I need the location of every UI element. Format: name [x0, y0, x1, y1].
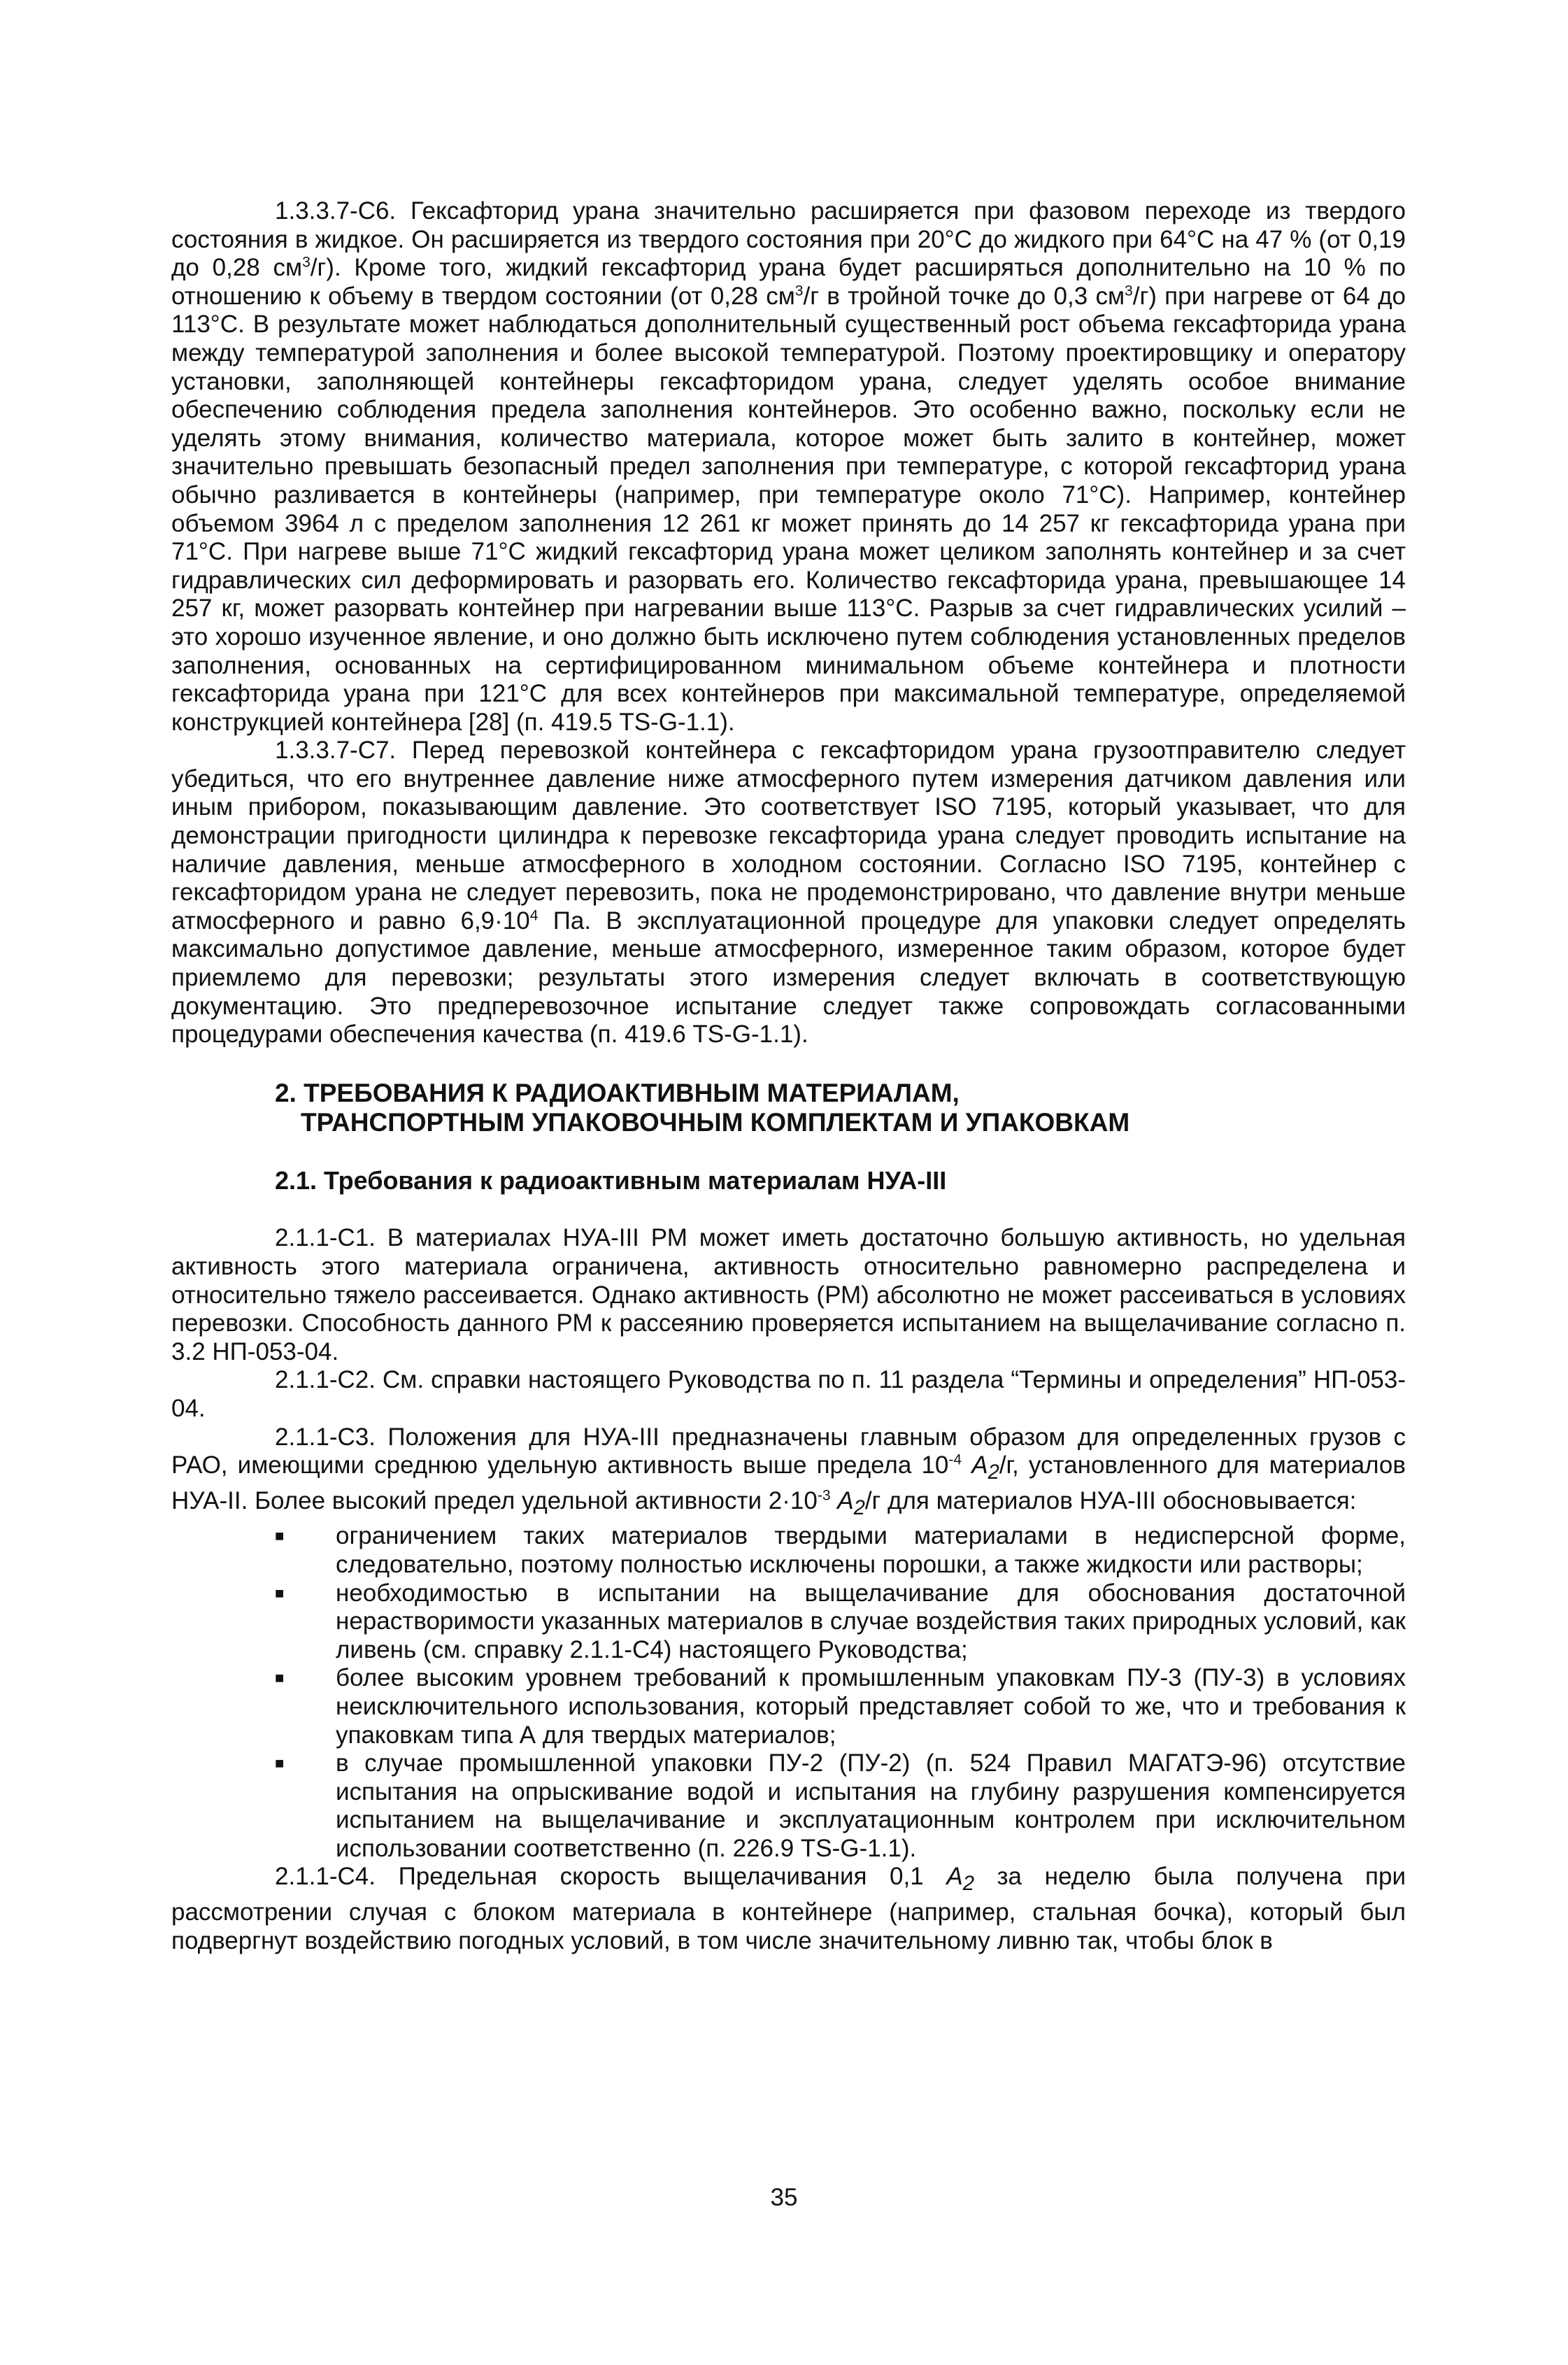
bullet-text: в случае промышленной упаковки ПУ-2 (ПУ-2) (п. 524 Правил МАГАТЭ-96) отсутствие испытания на опрыскивание водой и испытания на глубину разрушения компенсируется испытанием на выщелачивание и эксплуатационным контролем при исключительном использовании соответственно (п. 226.9 TS-G-1.1). [336, 1749, 1406, 1862]
text-segment: Па. В эксплуатационной процедуре для упаковки следует определять максимально допустимое давление, меньше атмосферного, измеренное таким образом, которое будет приемлемо для перевозки; результаты этого измерения следует включать в соответствующую документацию. Это предперевозочное испытание следует также сопровождать согласованными процедурами обеспечения качества (п. 419.6 TS-G-1.1). [171, 907, 1406, 1049]
paragraph-p3 [171, 1224, 1406, 1366]
text-segment: /г, установленного для материалов НУА-II. Более высокий предел удельной активности 2·10 [171, 1451, 1406, 1514]
text-segment [831, 1487, 838, 1514]
section-uf6-paragraphs [171, 197, 1406, 1049]
text-segment: A [837, 1486, 854, 1514]
text-segment: -4 [948, 1451, 962, 1468]
text-segment: /г для материалов НУА-III обосновывается: [864, 1486, 1357, 1514]
paragraph-p6 [171, 1863, 1406, 1955]
bullet-item [171, 1664, 1406, 1749]
text-segment [962, 1451, 971, 1479]
justification-bullet-list [171, 1522, 1406, 1863]
bullet-text: необходимостью в испытании на выщелачивание для обоснования достаточной нерастворимости указанных материалов в случае воздействия таких природных условий, как ливень (см. справку 2.1.1-С4) настоящего Руководства; [336, 1579, 1406, 1663]
text-segment: 3 [302, 254, 311, 271]
square-bullet-icon: ■ [275, 1669, 285, 1687]
text-segment: A [971, 1451, 988, 1479]
text-segment: /г в тройной точке до 0,3 см [803, 282, 1125, 310]
text-segment: 1.3.3.7-С7. Перед перевозкой контейнера с гексафторидом урана грузоотправителю следует убедиться, что его внутреннее давление ниже атмосферного путем измерения датчиком давления или иным прибором, показывающим давление. Это соответствует ISO 7195, который указывает, что для демонстрации пригодности цилиндра к перевозке гексафторида урана следует проводить испытание на наличие давления, меньше атмосферного в холодном состоянии. Согласно ISO 7195, контейнер с гексафторидом урана не следует перевозить, пока не продемонстрировано, что давление внутри меньше атмосферного и равно 6,9·10 [171, 737, 1406, 935]
section-nua3-paragraphs [171, 1224, 1406, 1522]
paragraph-p5 [171, 1423, 1406, 1523]
chapter-heading-line1: 2. ТРЕБОВАНИЯ К РАДИОАКТИВНЫМ МАТЕРИАЛАМ, [275, 1078, 960, 1107]
text-segment: за неделю была получена при рассмотрении случая с блоком материала в контейнере (например, стальная бочка), который был подвергнут воздействию погодных условий, в том числе значительному ливню так, чтобы блок в [171, 1863, 1406, 1954]
text-segment: 2.1.1-С3. Положения для НУА-III предназначены главным образом для определенных грузов с РАО, имеющими среднюю удельную активность выше предела 10 [171, 1423, 1406, 1479]
bullet-text: более высоким уровнем требований к промышленным упаковкам ПУ-3 (ПУ-3) в условиях неисключительного использования, который представляет собой то же, что и требования к упаковкам типа А для твердых материалов; [336, 1664, 1406, 1749]
square-bullet-icon: ■ [275, 1584, 285, 1602]
bullet-item [171, 1749, 1406, 1863]
text-segment: 2 [853, 1496, 865, 1519]
text-segment: 4 [529, 907, 539, 924]
bullet-text: ограничением таких материалов твердыми материалами в недисперсной форме, следовательно, поэтому полностью исключены порошки, а также жидкости или растворы; [336, 1522, 1406, 1578]
text-segment: 2.1.1-С4. Предельная скорость выщелачивания 0,1 [275, 1863, 947, 1891]
page-number: 35 [770, 2184, 798, 2211]
chapter-heading [171, 1079, 1406, 1137]
document-page [171, 197, 1406, 1955]
paragraph-p4 [171, 1366, 1406, 1423]
text-segment: 2.1.1-С2. См. справки настоящего Руководства по п. 11 раздела “Термины и определения” НП-053-04. [171, 1366, 1406, 1422]
paragraph-p1 [171, 197, 1406, 737]
section-heading: 2.1. Требования к радиоактивным материалам НУА-III [275, 1165, 947, 1195]
text-segment: 3 [794, 283, 804, 299]
text-segment: /г). Кроме того, жидкий гексафторид урана будет расширяться дополнительно на 10 % по отношению к объему в твердом состоянии (от 0,28 см [171, 254, 1406, 310]
paragraph-p2 [171, 737, 1406, 1049]
chapter-heading-line2: ТРАНСПОРТНЫМ УПАКОВОЧНЫМ КОМПЛЕКТАМ И УПАКОВКАМ [301, 1107, 1130, 1137]
text-segment: -3 [817, 1487, 831, 1504]
square-bullet-icon: ■ [275, 1754, 285, 1773]
bullet-item [171, 1522, 1406, 1579]
text-segment: /г) при нагреве от 64 до 113°С. В результате может наблюдаться дополнительный существенный рост объема гексафторида урана между температурой заполнения и более высокой температурой. Поэтому проектировщику и оператору установки, заполняющей контейнеры гексафторидом урана, следует уделять особое внимание обеспечению соблюдения предела заполнения контейнеров. Это особенно важно, поскольку если не уделять этому внимания, количество материала, которое может быть залито в контейнер, может значительно превышать безопасный предел заполнения при температуре, с которой гексафторид урана обычно разливается в контейнеры (например, при температуре около 71°С). Например, контейнер объемом 3964 л с пределом заполнения 12 261 кг может принять до 14 257 кг гексафторида урана при 71°С. При нагреве выше 71°С жидкий гексафторид урана может целиком заполнять контейнер и за счет гидравлических сил деформировать и разорвать его. Количество гексафторида урана, превышающее 14 257 кг, может разорвать контейнер при нагревании выше 113°С. Разрыв за счет гидравлических усилий – это хорошо изученное явление, и оно должно быть исключено путем соблюдения установленных пределов заполнения, основанных на сертифицированном минимальном объеме контейнера и плотности гексафторида урана при 121°С для всех контейнеров при максимальной температуре, определяемой конструкцией контейнера [28] (п. 419.5 TS-G-1.1). [171, 282, 1406, 736]
text-segment: A [946, 1863, 963, 1891]
text-segment: 2.1.1-С1. В материалах НУА-III РМ может иметь достаточно большую активность, но удельная активность этого материала ограничена, активность относительно равномерно распределена и относительно тяжело рассеивается. Однако активность (РМ) абсолютно не может рассеиваться в условиях перевозки. Способность данного РМ к рассеянию проверяется испытанием на выщелачивание согласно п. 3.2 НП-053-04. [171, 1224, 1406, 1365]
square-bullet-icon: ■ [275, 1527, 285, 1545]
text-segment: 3 [1125, 283, 1133, 299]
text-segment: 1.3.3.7-С6. Гексафторид урана значительно расширяется при фазовом переходе из твердого состояния в жидкое. Он расширяется из твердого состояния при 20°С до жидкого при 64°С на 47 % (от 0,19 до 0,28 см [171, 197, 1406, 282]
text-segment: 2 [962, 1873, 974, 1896]
text-segment: 2 [988, 1461, 999, 1484]
bullet-item [171, 1579, 1406, 1665]
section-nua3-continued [171, 1863, 1406, 1955]
